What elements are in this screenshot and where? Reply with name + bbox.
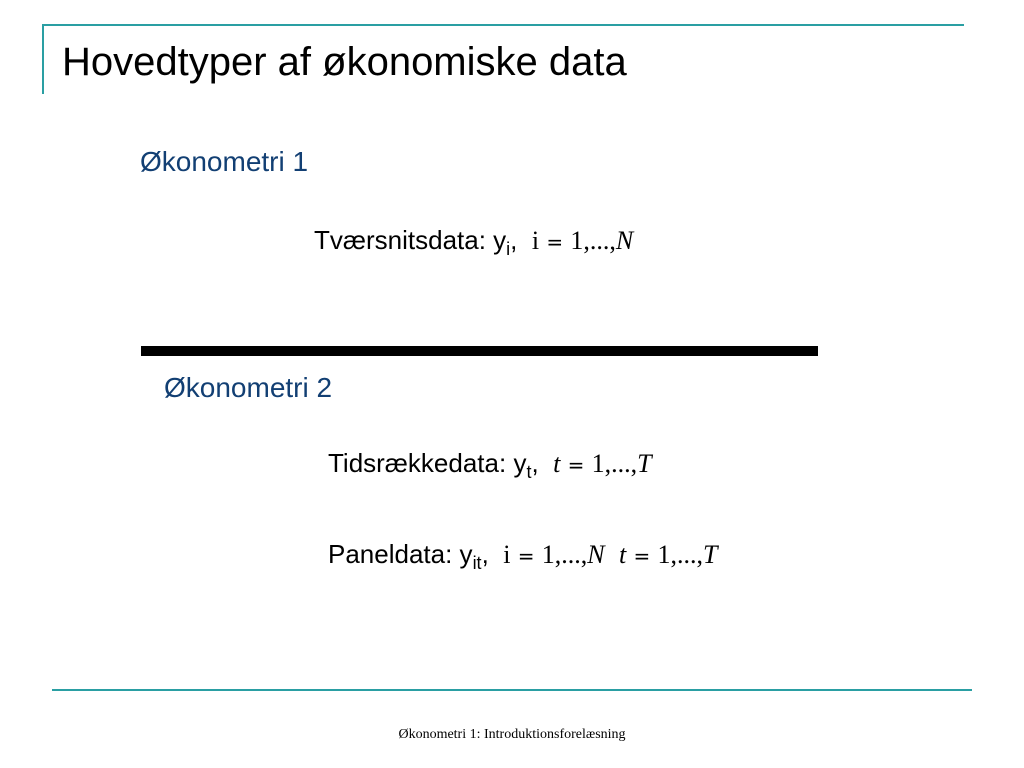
panel-data-formula	[328, 539, 717, 574]
top-accent-rule	[42, 24, 964, 26]
formula-comma: ,	[510, 225, 518, 255]
section-divider	[141, 346, 818, 356]
formula-range-t: 1,...,	[657, 540, 703, 569]
formula-equals: =	[567, 453, 585, 477]
left-accent-rule	[42, 24, 44, 94]
cross-section-formula	[314, 225, 633, 260]
formula-upper-bound: T	[637, 449, 652, 478]
formula-index: i	[531, 226, 540, 255]
formula-label: Tidsrækkedata: y	[328, 448, 527, 478]
formula-subscript: it	[472, 553, 482, 573]
formula-equals-t: =	[633, 544, 651, 568]
formula-range-i: 1,...,	[541, 540, 588, 569]
formula-index: t	[553, 449, 561, 478]
time-series-formula	[328, 448, 652, 483]
formula-subscript: i	[506, 239, 511, 259]
formula-range: 1,...,	[570, 226, 616, 255]
formula-comma: ,	[481, 539, 489, 569]
formula-upper-bound: N	[615, 226, 634, 255]
formula-label: Tværsnitsdata: y	[314, 225, 507, 255]
formula-equals: =	[546, 230, 564, 254]
formula-upper-bound-t: T	[702, 540, 718, 569]
section-heading-okonometri-2: Økonometri 2	[164, 372, 333, 403]
formula-index-t: t	[619, 540, 627, 569]
slide-footer: Økonometri 1: Introduktionsforelæsning	[398, 727, 626, 742]
formula-range: 1,...,	[591, 449, 638, 478]
formula-comma: ,	[531, 448, 539, 478]
formula-equals-i: =	[517, 544, 535, 568]
formula-subscript: t	[526, 462, 532, 482]
section-heading-okonometri-1: Økonometri 1	[140, 146, 309, 177]
slide-title: Hovedtyper af økonomiske data	[62, 40, 627, 84]
bottom-accent-rule	[52, 689, 972, 691]
formula-label: Paneldata: y	[328, 539, 473, 569]
formula-index-i: i	[503, 540, 511, 569]
formula-upper-bound-n: N	[587, 540, 605, 569]
